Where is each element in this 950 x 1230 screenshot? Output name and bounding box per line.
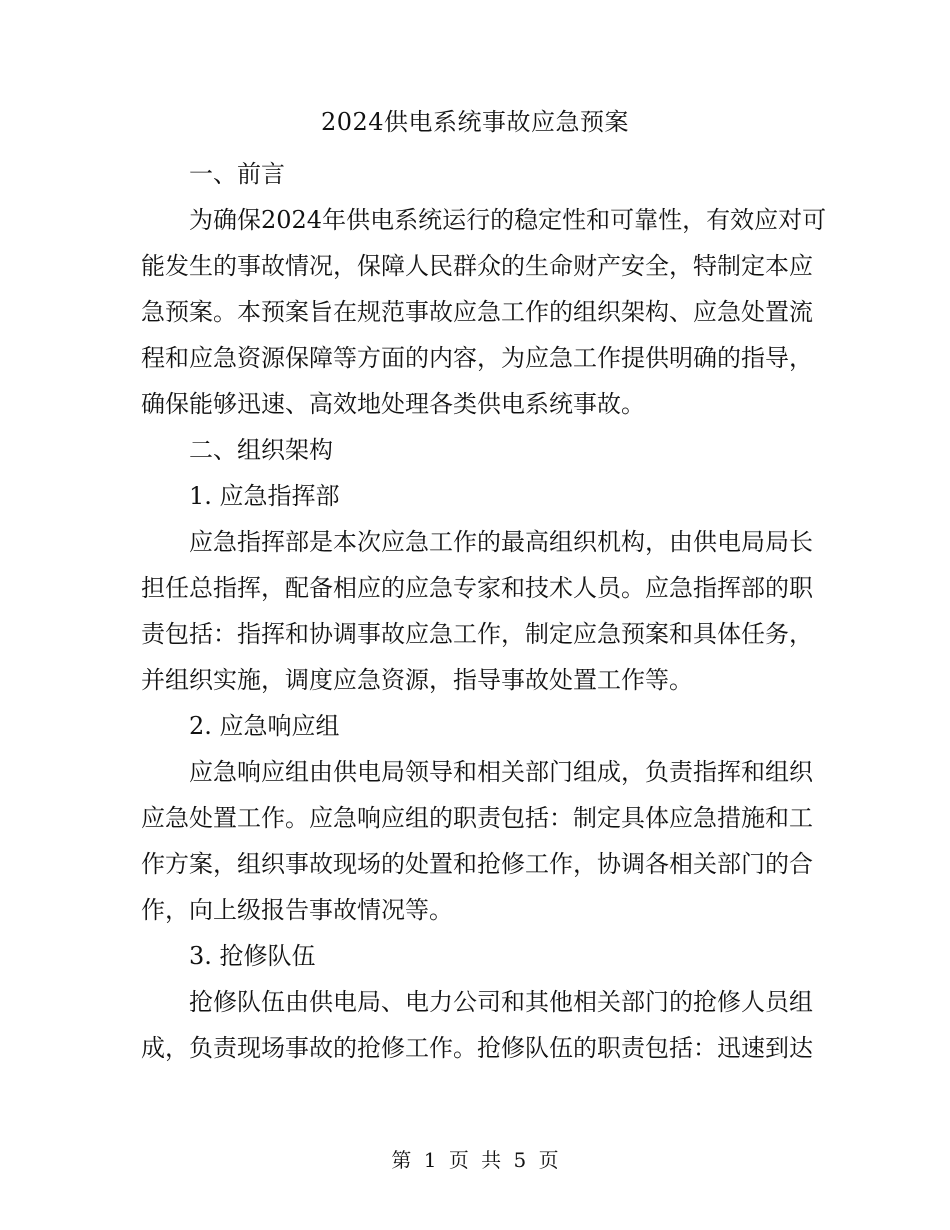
paragraph-line: 能发生的事故情况，保障人民群众的生命财产安全，特制定本应 [141,252,813,280]
paragraph-line: 并组织实施，调度应急资源，指导事故处置工作等。 [141,666,693,694]
subsection-heading: 3. 抢修队伍 [189,942,316,970]
paragraph-line: 抢修队伍由供电局、电力公司和其他相关部门的抢修人员组 [189,988,813,1016]
paragraph-line: 急预案。本预案旨在规范事故应急工作的组织架构、应急处置流 [141,298,813,326]
paragraph-line: 作，向上级报告事故情况等。 [141,896,453,924]
section-heading: 一、前言 [189,160,285,188]
paragraph-line: 作方案，组织事故现场的处置和抢修工作，协调各相关部门的合 [141,850,813,878]
subsection-heading: 1. 应急指挥部 [189,482,340,510]
document-title: 2024供电系统事故应急预案 [320,108,630,136]
subsection-heading: 2. 应急响应组 [189,712,340,740]
paragraph-line: 程和应急资源保障等方面的内容，为应急工作提供明确的指导， [141,344,813,372]
paragraph-line: 应急指挥部是本次应急工作的最高组织机构，由供电局局长 [189,528,813,556]
document-body [141,151,827,1071]
paragraph-line: 责包括：指挥和协调事故应急工作，制定应急预案和具体任务， [141,620,813,648]
paragraph-line: 担任总指挥，配备相应的应急专家和技术人员。应急指挥部的职 [141,574,813,602]
paragraph-line: 成，负责现场事故的抢修工作。抢修队伍的职责包括：迅速到达 [141,1034,813,1062]
paragraph-line: 为确保2024年供电系统运行的稳定性和可靠性，有效应对可 [189,206,827,234]
section-heading: 二、组织架构 [189,436,333,464]
paragraph-line: 应急处置工作。应急响应组的职责包括：制定具体应急措施和工 [141,804,813,832]
page-footer: 第 1 页 共 5 页 [391,1148,559,1172]
paragraph-line: 应急响应组由供电局领导和相关部门组成，负责指挥和组织 [189,758,813,786]
paragraph-line: 确保能够迅速、高效地处理各类供电系统事故。 [141,390,645,418]
